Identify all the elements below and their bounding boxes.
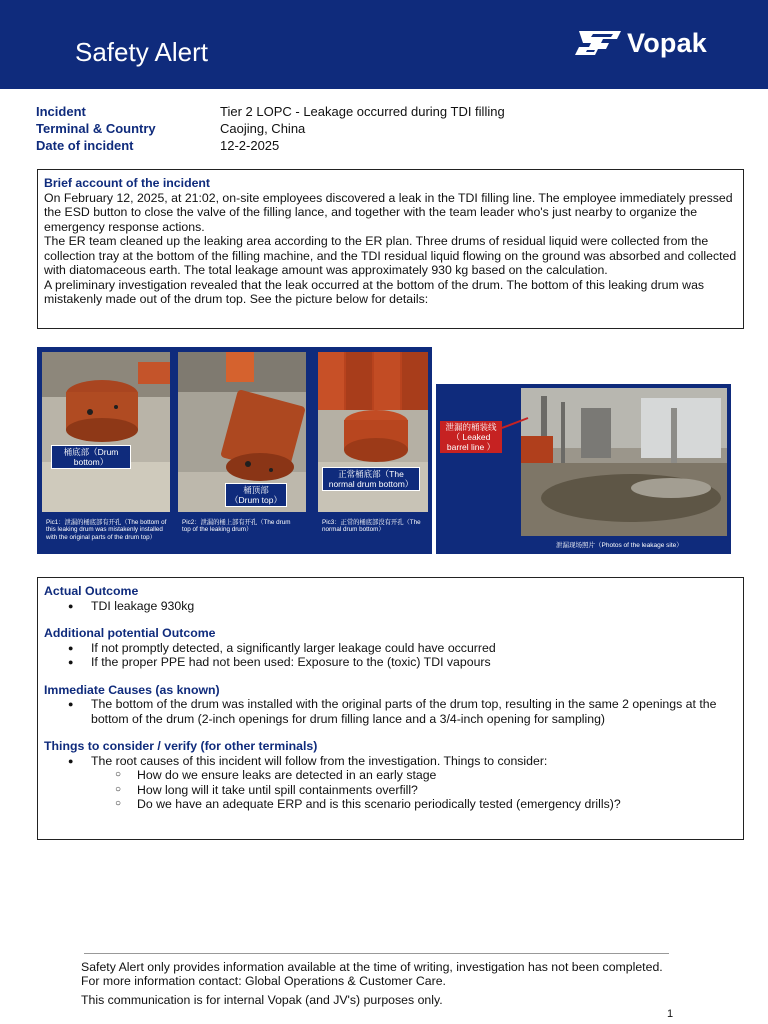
meta-value: Caojing, China (220, 121, 306, 136)
brief-title: Brief account of the incident (44, 176, 211, 190)
leakage-site-photo (436, 384, 731, 554)
pic1-caption: Pic1：泄漏的桶底部有开孔（The bottom of this leaking drum was mistakenly installed with the original parts of the drum top） (46, 519, 167, 541)
page-title: Safety Alert (75, 37, 208, 67)
meta-row-incident (36, 103, 505, 120)
brief-paragraph: A preliminary investigation revealed that the leak occurred at the bottom of the drum. The bottom of this leaking drum was mistakenly made out of the drum top. See the picture below for details: (44, 277, 705, 306)
brand-name: Vopak (627, 27, 708, 58)
immediate-causes-section (44, 683, 737, 727)
things-to-consider-sublist (44, 768, 737, 812)
things-to-consider-list (44, 754, 737, 769)
leakage-site-image (521, 388, 727, 536)
list-item: ● The bottom of the drum was installed with the original parts of the drum top, resulting in the same 2 openings at the bottom of the drum (2-inch openings for drum filling lance and a 3/4-inch opening for sampling) (44, 697, 737, 726)
actual-outcome-list (44, 599, 737, 614)
meta-label: Incident (36, 104, 86, 119)
actual-outcome-title: Actual Outcome (44, 584, 139, 598)
normal-drum-bottom-tag: 正常桶底部（The normal drum bottom） (322, 467, 420, 491)
site-tag-line3: barrel line ） (446, 442, 496, 452)
sub-list-item: ○ Do we have an adequate ERP and is this scenario periodically tested (emergency drills)? (44, 797, 737, 812)
things-to-consider-title: Things to consider / verify (for other terminals) (44, 739, 318, 753)
footer-internal-note: This communication is for internal Vopak (and JV's) purposes only. (81, 992, 443, 1007)
potential-outcome-section (44, 626, 737, 670)
meta-value: Tier 2 LOPC - Leakage occurred during TDI filling (220, 104, 505, 119)
drum-top-tag: 桶顶部（Drum top） (225, 483, 287, 507)
site-tag-line1: 泄漏的桶装线 (445, 422, 497, 432)
drum-photo-strip (37, 347, 432, 554)
brand-logo (573, 28, 707, 58)
leak-pointer-arrow (502, 414, 532, 434)
list-item: ● TDI leakage 930kg (44, 599, 737, 614)
meta-label: Date of incident (36, 138, 134, 153)
incident-meta (36, 103, 505, 154)
footer-disclaimer: Safety Alert only provides information available at the time of writing, investigation has not been completed. For more information contact: Global Operations & Customer Care. (81, 960, 663, 989)
meta-row-date (36, 137, 505, 154)
immediate-causes-title: Immediate Causes (as known) (44, 682, 220, 697)
header-banner (0, 0, 768, 89)
pic3-caption: Pic3：正常的桶底部没有开孔（The normal drum bottom） (322, 519, 421, 534)
drum-bottom-photo (42, 352, 170, 512)
meta-row-terminal (36, 120, 505, 137)
drum-bottom-tag: 桶底部（Drum bottom） (51, 445, 131, 469)
immediate-causes-list (44, 697, 737, 726)
page-number: 1 (667, 1008, 674, 1020)
potential-outcome-title: Additional potential Outcome (44, 626, 216, 640)
footer (81, 960, 681, 1011)
brief-account-box (37, 169, 744, 329)
leaked-line-tag (440, 421, 502, 453)
footer-divider (84, 953, 669, 954)
list-item: ● The root causes of this incident will follow from the investigation. Things to consider: (44, 754, 737, 769)
brief-paragraph: The ER team cleaned up the leaking area according to the ER plan. Three drums of residual liquid were collected from the collection tray at the bottom of the filling machine, and the TDI residual liquid flowing on the ground was absorbed and collected with diatomaceous earth. The total leakage amount was approximately 930 kg based on the calculation. (44, 234, 737, 277)
sub-list-item: ○ How long will it take until spill containments overfill? (44, 783, 737, 798)
site-caption: 泄漏现场照片（Photos of the leakage site） (556, 542, 683, 549)
list-item: ● If not promptly detected, a significantly larger leakage could have occurred (44, 641, 737, 656)
meta-value: 12-2-2025 (220, 138, 280, 153)
vopak-logo-icon (573, 29, 625, 57)
outcome-box (37, 577, 744, 840)
list-item: ● If the proper PPE had not been used: Exposure to the (toxic) TDI vapours (44, 655, 737, 670)
actual-outcome-section (44, 584, 737, 613)
meta-label: Terminal & Country (36, 121, 156, 136)
things-to-consider-section (44, 739, 737, 812)
sub-list-item: ○ How do we ensure leaks are detected in an early stage (44, 768, 737, 783)
pic2-caption: Pic2：泄漏的桶上部有开孔（The drum top of the leaking drum） (182, 519, 291, 534)
site-tag-line2: （ Leaked (451, 432, 491, 442)
potential-outcome-list (44, 641, 737, 670)
brief-paragraph: On February 12, 2025, at 21:02, on-site employees discovered a leak in the TDI filling line. The employee immediately pressed the ESD button to close the valve of the filling lance, and together with the team leader who's just nearby to organize the emergency response actions. (44, 190, 733, 234)
